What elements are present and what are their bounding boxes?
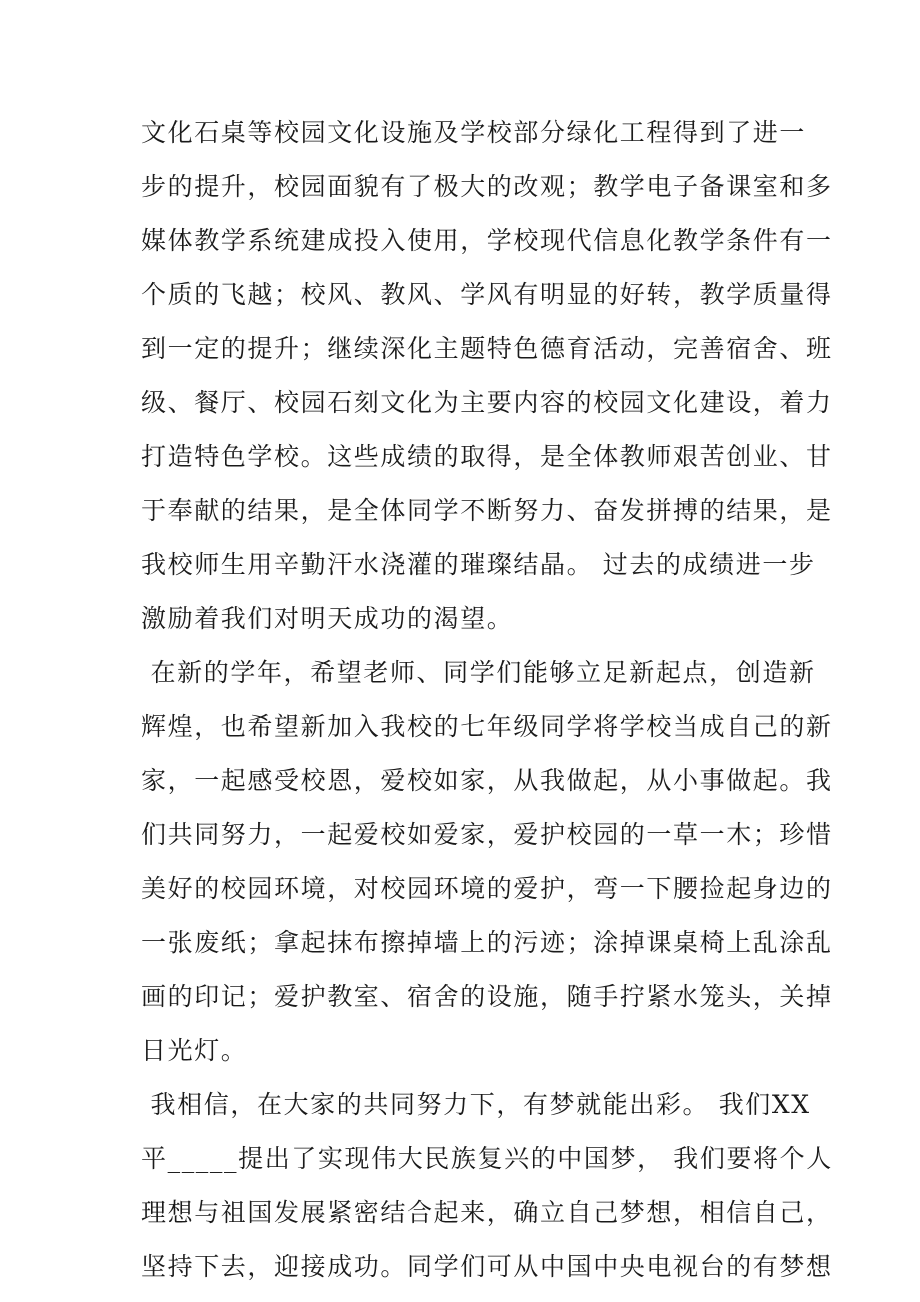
text-line: 步的提升，校园面貌有了极大的改观；教学电子备课室和多 [141,172,833,201]
text-line: 我校师生用辛勤汗水浇灌的璀璨结晶。 过去的成绩进一步 [141,550,816,579]
text-line: 个质的飞越；校风、教风、学风有明显的好转，教学质量得 [141,280,833,309]
text-line: 美好的校园环境，对校园环境的爱护，弯一下腰捡起身边的 [141,874,833,903]
text-line: 级、餐厅、校园石刻文化为主要内容的校园文化建设，着力 [141,388,833,417]
text-line: 到一定的提升；继续深化主题特色德育活动，完善宿舍、班 [141,334,833,363]
text-line: 平_____提出了实现伟大民族复兴的中国梦， 我们要将个人 [141,1144,833,1173]
text-line: 们共同努力，一起爱校如爱家，爱护校园的一草一木；珍惜 [141,820,833,849]
text-line: 辉煌，也希望新加入我校的七年级同学将学校当成自己的新 [141,712,833,741]
text-line: 画的印记；爱护教室、宿舍的设施，随手拧紧水笼头，关掉 [141,982,833,1011]
text-line: 在新的学年，希望老师、同学们能够立足新起点，创造新 [141,658,816,687]
text-line: 于奉献的结果，是全体同学不断努力、奋发拼搏的结果，是 [141,496,833,525]
text-line: 文化石桌等校园文化设施及学校部分绿化工程得到了进一 [141,118,807,147]
text-line: 媒体教学系统建成投入使用，学校现代信息化教学条件有一 [141,226,833,255]
text-line: 日光灯。 [141,1036,248,1065]
text-line: 理想与祖国发展紧密结合起来，确立自己梦想，相信自己， [141,1198,833,1227]
text-line: 激励着我们对明天成功的渴望。 [141,604,514,633]
text-line: 坚持下去，迎接成功。同学们可从中国中央电视台的有梦想 [141,1252,833,1281]
text-line: 家，一起感受校恩，爱校如家，从我做起，从小事做起。我 [141,766,833,795]
text-line: 一张废纸；拿起抹布擦掉墙上的污迹；涂掉课桌椅上乱涂乱 [141,928,833,957]
text-line: 我相信，在大家的共同努力下，有梦就能出彩。 我们XX [141,1090,811,1119]
text-line: 打造特色学校。这些成绩的取得，是全体教师艰苦创业、甘 [141,442,833,471]
